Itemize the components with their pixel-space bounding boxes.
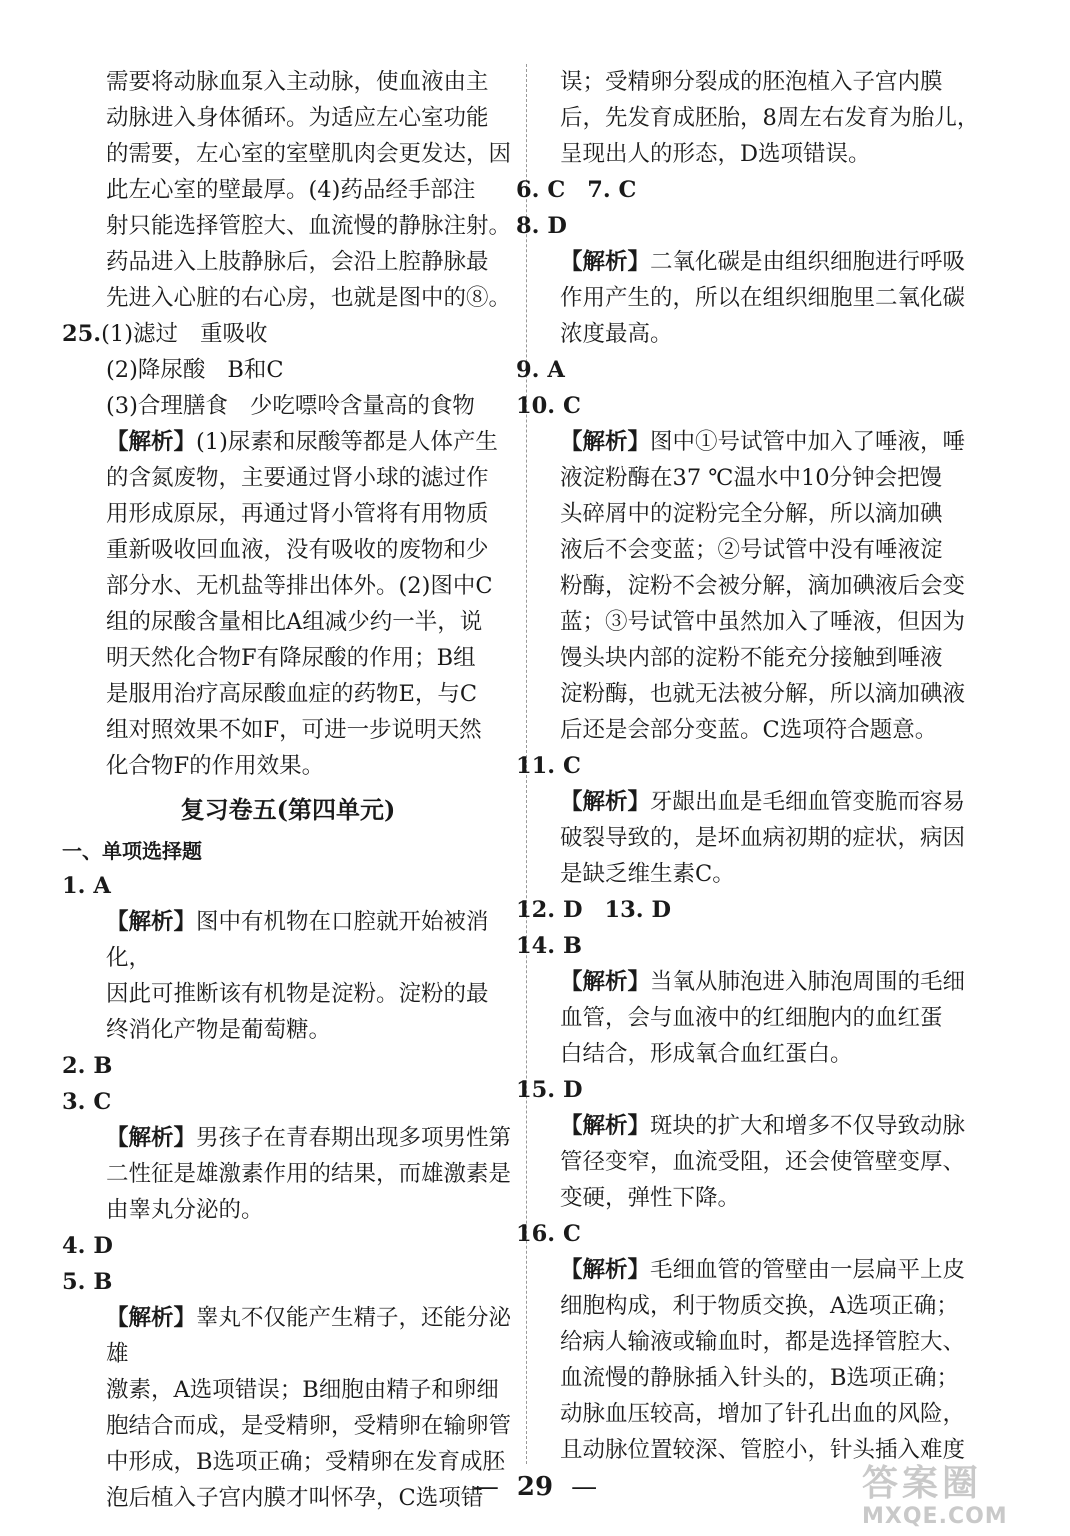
question-1-analysis: 【解析】图中有机物在口腔就开始被消化， 因此可推断该有机物是淀粉。淀粉的最 终消化产物是葡萄糖。: [106, 909, 489, 1043]
question-16-analysis: 【解析】毛细血管的管壁由一层扁平上皮 细胞构成，利于物质交换，A选项正确； 给病人输液或输血时，都是选择管腔大、 血流慢的静脉插入针头的，B选项正确； 动脉血压较高，增加了针孔出血的风险， 且动脉位置较深、管腔小，针头插入难度: [560, 1257, 966, 1463]
continued-explanation-right: 误；受精卵分裂成的胚泡植入子宫内膜 后，先发育成胚胎，8周左右发育为胎儿， 呈现出人的形态，D选项错误。: [560, 69, 980, 167]
analysis-label: 【解析】: [560, 429, 651, 455]
section-title: 复习卷五(第四单元): [180, 795, 396, 824]
question-25: 25.(1)滤过 重吸收: [62, 321, 268, 347]
analysis-label: 【解析】: [560, 1257, 651, 1283]
question-14-analysis: 【解析】当氧从肺泡进入肺泡周围的毛细 血管，会与血液中的红细胞内的血红蛋 白结合，形成氧合血红蛋白。: [560, 969, 966, 1067]
question-10-answer: 10. C: [516, 393, 581, 419]
question-3-answer: 3. C: [62, 1089, 112, 1115]
question-8-answer: 8. D: [516, 213, 567, 239]
question-number: 25.: [62, 321, 102, 347]
analysis-label: 【解析】: [106, 909, 197, 935]
question-8-analysis: 【解析】二氧化碳是由组织细胞进行呼吸 作用产生的，所以在组织细胞里二氧化碳 浓度最高。: [560, 249, 966, 347]
right-column: [516, 64, 980, 1468]
question-5-analysis: 【解析】睾丸不仅能产生精子，还能分泌雄 激素，A选项错误；B细胞由精子和卵细 胞结合而成，是受精卵，受精卵在输卵管 中形成，B选项正确；受精卵在发育成胚 泡后植入子宫内膜才叫怀孕，C选项错: [106, 1305, 512, 1511]
analysis-label: 【解析】: [106, 1305, 197, 1331]
question-14-answer: 14. B: [516, 933, 582, 959]
question-11-analysis: 【解析】牙龈出血是毛细血管变脆而容易 破裂导致的，是坏血病初期的症状，病因 是缺乏维生素C。: [560, 789, 966, 887]
analysis-label: 【解析】: [560, 249, 651, 275]
analysis-label: 【解析】: [560, 1113, 651, 1139]
left-column: [62, 64, 514, 1516]
question-1-answer: 1. A: [62, 873, 111, 899]
question-16-answer: 16. C: [516, 1221, 581, 1247]
question-6-7-answers: 6. C 7. C: [516, 177, 637, 203]
analysis-label: 【解析】: [560, 969, 651, 995]
question-12-13-answers: 12. D 13. D: [516, 897, 671, 923]
question-15-analysis: 【解析】斑块的扩大和增多不仅导致动脉 管径变窄，血流受阻，还会使管壁变厚、 变硬，弹性下降。: [560, 1113, 966, 1211]
question-10-analysis: 【解析】图中①号试管中加入了唾液，唾 液淀粉酶在37 ℃温水中10分钟会把馒 头碎屑中的淀粉完全分解，所以滴加碘 液后不会变蓝；②号试管中没有唾液淀 粉酶，淀粉不会被分解，滴加碘液后会变 蓝；③号试管中虽然加入了唾液，但因为 馒头块内部的淀粉不能充分接触到唾液 淀粉酶，也就无法被分解，所以滴加碘液 后还是会部分变蓝。C选项符合题意。: [560, 429, 966, 743]
question-4-answer: 4. D: [62, 1233, 113, 1259]
question-9-answer: 9. A: [516, 357, 565, 383]
page-number: — 29 —: [472, 1472, 598, 1502]
question-11-answer: 11. C: [516, 753, 581, 779]
analysis-label: 【解析】: [106, 1125, 197, 1151]
continued-explanation: 需要将动脉血泵入主动脉，使血液由主 动脉进入身体循环。为适应左心室功能 的需要，左心室的室壁肌肉会更发达，因 此左心室的壁最厚。(4)药品经手部注 射只能选择管腔大、血流慢的静脉注射。 药品进入上肢静脉后，会沿上腔静脉最 先进入心脏的右心房，也就是图中的⑧。: [106, 69, 512, 311]
analysis-label: 【解析】: [106, 429, 197, 455]
section-subtitle: 一、单项选择题: [62, 839, 202, 863]
answer-25-parts: (2)降尿酸 B和C (3)合理膳食 少吃嘌呤含量高的食物 【解析】(1)尿素和尿酸等都是人体产生 的含氮废物，主要通过肾小球的滤过作 用形成原尿，再通过肾小管将有用物质 重新吸收回血液，没有吸收的废物和少 部分水、无机盐等排出体外。(2)图中C 组的尿酸含量相比A组减少约一半，说 明天然化合物F有降尿酸的作用；B组 是服用治疗高尿酸血症的药物E，与C 组对照效果不如F，可进一步说明天然 化合物F的作用效果。: [106, 357, 498, 779]
question-15-answer: 15. D: [516, 1077, 583, 1103]
watermark-logo: 答案圈 MXQE.COM: [862, 1463, 1008, 1529]
question-2-answer: 2. B: [62, 1053, 113, 1079]
question-3-analysis: 【解析】男孩子在青春期出现多项男性第 二性征是雄激素作用的结果，而雄激素是 由睾丸分泌的。: [106, 1125, 512, 1223]
question-5-answer: 5. B: [62, 1269, 113, 1295]
analysis-label: 【解析】: [560, 789, 651, 815]
